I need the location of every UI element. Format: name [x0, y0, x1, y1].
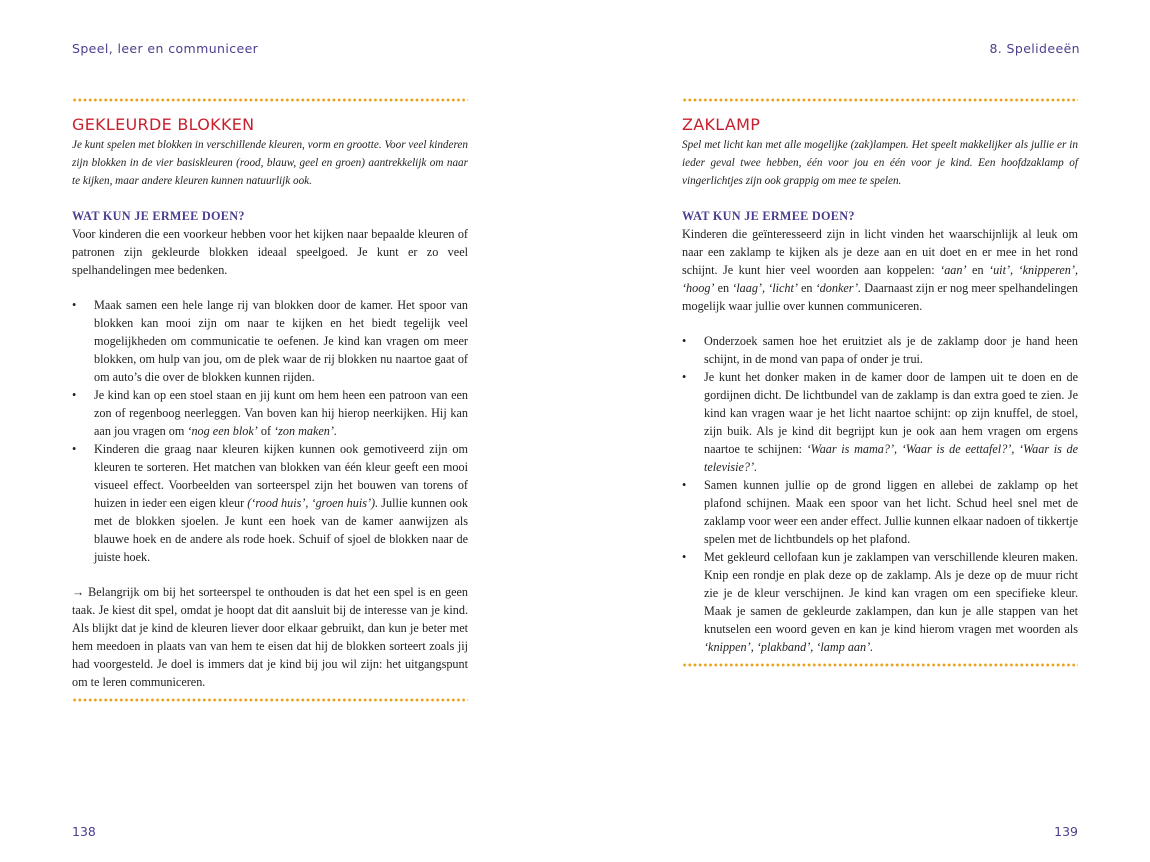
- text-run: Onderzoek samen hoe het eruitziet als je de zaklamp door je hand heen schijnt, in de mond van papa of onder je trui.: [704, 334, 1078, 366]
- text-run: Je kunt het donker maken in de kamer door de lampen uit te doen en de gordijnen dicht. De lichtbundel van de zaklamp is dan extra goed te zien. Je kind kan vragen waar je het licht naartoe schijnt: op zijn knuffel, de stoel, zijn buik. Als je kind dit begrijpt kun je ook aan hem vragen om ergens naartoe te schijnen:: [704, 370, 1078, 456]
- list-item: [682, 332, 1078, 368]
- text-run: of: [257, 424, 275, 438]
- list-item: [682, 548, 1078, 656]
- text-run: Maak samen een hele lange rij van blokken door de kamer. Het spoor van blokken kan mooi zijn om naar te kijken en het biedt tegelijk veel mogelijkheden om communicatie te oefenen. Je kind kan vragen om meer blokken, om hulp van jou, om de plek waar de rij blokken nu naartoe gaat of om auto’s die over de blokken kunnen rijden.: [94, 298, 468, 384]
- running-head-right: 8. Spelideeën: [989, 41, 1080, 56]
- text-run: Je kind kan op een stoel staan en jij kunt om hem heen een patroon van een zon of regenboog neerleggen. Van boven kan hij hierop neerkijken. Hij kan aan jou vragen om: [94, 388, 468, 438]
- section-title-gekleurde-blokken: GEKLEURDE BLOKKEN: [72, 115, 255, 134]
- text-run: en: [966, 263, 990, 277]
- subheading: WAT KUN JE ERMEE DOEN?: [682, 209, 855, 223]
- emphasized-text: ‘laag’, ‘licht’: [732, 281, 798, 295]
- text-run: Kinderen die graag naar kleuren kijken kunnen ook gemotiveerd zijn om kleuren te sorteren. Het matchen van blokken van één kleur geeft een mooi visueel effect. Voorbeelden van sorteerspel zijn het bouwen van torens of huizen in ieder een eigen kleur: [94, 442, 468, 510]
- bullet-list: [682, 332, 1078, 656]
- body-paragraph: [682, 225, 1078, 315]
- dotted-divider-top: [682, 98, 1078, 102]
- emphasized-text: ‘donker’.: [815, 281, 862, 295]
- section-intro: Spel met licht kan met alle mogelijke (zak)lampen. Het speelt makkelijker als jullie er in ieder geval twee hebben, één voor jou en één voor je kind. Een hoofdzaklamp of vingerlichtjes zijn ook grappig om mee te spelen.: [682, 139, 1078, 187]
- dotted-divider-top: [72, 98, 468, 102]
- emphasized-text: (‘rood huis’, ‘groen huis’).: [247, 496, 379, 510]
- text-run: Daarnaast zijn er nog meer spelhandelingen mogelijk waar jullie over kunnen communiceren.: [682, 281, 1078, 313]
- dotted-divider-bottom: [682, 663, 1078, 667]
- section-title-zaklamp: ZAKLAMP: [682, 115, 761, 134]
- page-number-right: 139: [1054, 824, 1078, 839]
- list-item: [682, 368, 1078, 476]
- emphasized-text: ‘nog een blok’: [187, 424, 258, 438]
- text-run: en: [797, 281, 816, 295]
- emphasized-text: ‘knippen’, ‘plakband’, ‘lamp aan’.: [704, 640, 874, 654]
- emphasized-text: ‘aan’: [940, 263, 967, 277]
- arrow-note: → Belangrijk om bij het sorteerspel te onthouden is dat het een spel is en geen taak. Je kiest dit spel, omdat je hoopt dat dit aansluit bij de interesse van je kind. Als blijkt dat je kind de kleuren liever door elkaar gebruikt, dan kun je beter met hem meedoen in plaats van van hem te eisen dat hij de blokken sorteert zoals jij had voorgesteld. Je doel is immers dat je kind bij jou wil zijn: het uitgangspunt om te leren communiceren.: [72, 585, 468, 689]
- list-item: [72, 440, 468, 566]
- emphasized-text: ‘Waar is mama?’, ‘Waar is de eettafel?’, ‘Waar is de televisie?’.: [704, 442, 1078, 474]
- body-paragraph: Voor kinderen die een voorkeur hebben voor het kijken naar bepaalde kleuren of patronen zijn gekleurde blokken ideaal speelgoed. Je kunt er zo veel spelhandelingen mee bedenken.: [72, 227, 468, 277]
- list-item: [72, 296, 468, 386]
- list-item: [682, 476, 1078, 548]
- text-run: Jullie kunnen ook met de blokken sjoelen. Je kunt een hoek van de kamer aanwijzen als blauwe hoek en de andere als rode hoek. Schuif of sjoel de blokken naar de juiste hoek.: [94, 496, 468, 564]
- running-head-left: Speel, leer en communiceer: [72, 41, 259, 56]
- text-run: Kinderen die geïnteresseerd zijn in licht vinden het waarschijnlijk al leuk om naar een zaklamp te kijken als je deze aan en uit doet en er mee in het rond schijnt. Je kunt hier veel woorden aan koppelen:: [682, 227, 1078, 277]
- right-column: [682, 98, 1078, 667]
- bullet-list: [72, 296, 468, 566]
- text-run: Samen kunnen jullie op de grond liggen en allebei de zaklamp op het plafond schijnen. Maak een spoor van het licht. Schud heel snel met de zaklamp voor weer een ander effect. Jullie kunnen elkaar nadoen of tikkertje spelen met de lichtbundels op het plafond.: [704, 478, 1078, 546]
- emphasized-text: ‘zon maken’.: [274, 424, 337, 438]
- dotted-divider-bottom: [72, 698, 468, 702]
- left-column: [72, 98, 468, 702]
- text-run: Met gekleurd cellofaan kun je zaklampen van verschillende kleuren maken. Knip een rondje en plak deze op de zaklamp. Als je deze op de muur richt zie je de kleur verschijnen. Je kind kan vragen om een specifieke kleur. Maak je samen de gekleurde zaklampen, dan kun je alle stappen van het knutselen een woord geven en kan je kind hierom vragen met woorden als: [704, 550, 1078, 636]
- list-item: [72, 386, 468, 440]
- text-run: en: [714, 281, 733, 295]
- right-page: [575, 0, 1150, 862]
- section-intro: Je kunt spelen met blokken in verschillende kleuren, vorm en grootte. Voor veel kinderen zijn blokken in de vier basiskleuren (rood, blauw, geel en groen) aantrekkelijk om naar te kijken, maar andere kleuren kunnen natuurlijk ook.: [72, 139, 468, 187]
- subheading: WAT KUN JE ERMEE DOEN?: [72, 209, 245, 223]
- emphasized-text: ‘uit’, ‘knipperen’, ‘hoog’: [682, 263, 1078, 295]
- page-number-left: 138: [72, 824, 96, 839]
